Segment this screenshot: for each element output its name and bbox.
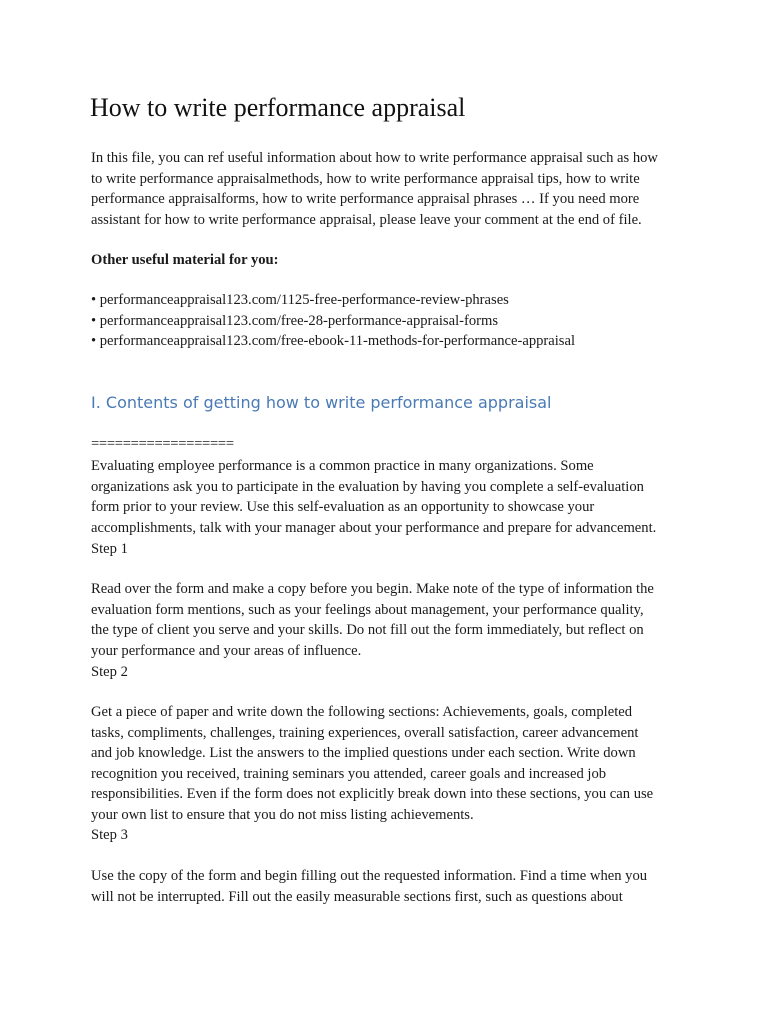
paragraph-line: Read over the form and make a copy before you begin. Make note of the type of information the [91,581,654,597]
paragraph-line: responsibilities. Even if the form does not explicitly break down into these sections, you can use [91,786,654,803]
paragraph-line: tasks, compliments, challenges, training experiences, overall satisfaction, career advancement [91,724,639,741]
step-3-label: Step 3 [91,827,128,843]
intro-paragraph [91,148,691,230]
body-paragraph [91,456,691,538]
intro-line: assistant for how to write performance appraisal, please leave your comment at the end of file. [91,211,642,228]
section-heading: I. Contents of getting how to write performance appraisal [91,393,552,412]
paragraph-line: Evaluating employee performance is a common practice in many organizations. Some [91,458,594,474]
paragraph-line: form prior to your review. Use this self-evaluation as an opportunity to showcase your [91,499,595,516]
paragraph-line: accomplishments, talk with your manager about your performance and prepare for advancement. [91,519,657,536]
paragraph-line: organizations ask you to participate in the evaluation by having you complete a self-evaluation [91,478,644,495]
step-2-label: Step 2 [91,664,128,680]
paragraph-line: your performance and your areas of influence. [91,642,362,659]
material-link-item[interactable]: • performanceappraisal123.com/1125-free-performance-review-phrases [91,292,509,308]
material-link-list [91,290,575,352]
intro-line: to write performance appraisalmethods, how to write performance appraisal tips, how to write [91,170,640,187]
body-paragraph [91,579,691,661]
paragraph-line: will not be interrupted. Fill out the easily measurable sections first, such as questions about [91,888,623,905]
paragraph-line: recognition you received, training seminars you attended, career goals and increased job [91,765,607,782]
document-title: How to write performance appraisal [90,93,466,122]
material-link-item[interactable]: • performanceappraisal123.com/free-ebook-11-methods-for-performance-appraisal [91,333,576,350]
step-label [91,662,691,683]
intro-line: performance appraisalforms, how to write performance appraisal phrases … If you need more [91,191,640,208]
paragraph-line: Use the copy of the form and begin filling out the requested information. Find a time when you [91,868,648,884]
material-link-item[interactable]: • performanceappraisal123.com/free-28-performance-appraisal-forms [91,312,499,329]
step-1-label: Step 1 [91,541,128,557]
intro-line: In this file, you can ref useful information about how to write performance appraisal such as how [91,150,658,166]
paragraph-line: evaluation form mentions, such as your feelings about management, your performance quality, [91,601,644,618]
paragraph-line: the type of client you serve and your skills. Do not fill out the form immediately, but reflect on [91,622,644,639]
step-label [91,825,691,846]
divider-text: ================== [91,436,234,452]
step-label [91,539,691,560]
paragraph-line: and job knowledge. List the answers to the implied questions under each section. Write down [91,745,636,762]
paragraph-line: your own list to ensure that you do not miss listing achievements. [91,806,474,823]
body-paragraph [91,702,691,826]
other-material-heading: Other useful material for you: [91,252,279,268]
body-paragraph [91,866,691,907]
paragraph-line: Get a piece of paper and write down the following sections: Achievements, goals, completed [91,704,633,720]
